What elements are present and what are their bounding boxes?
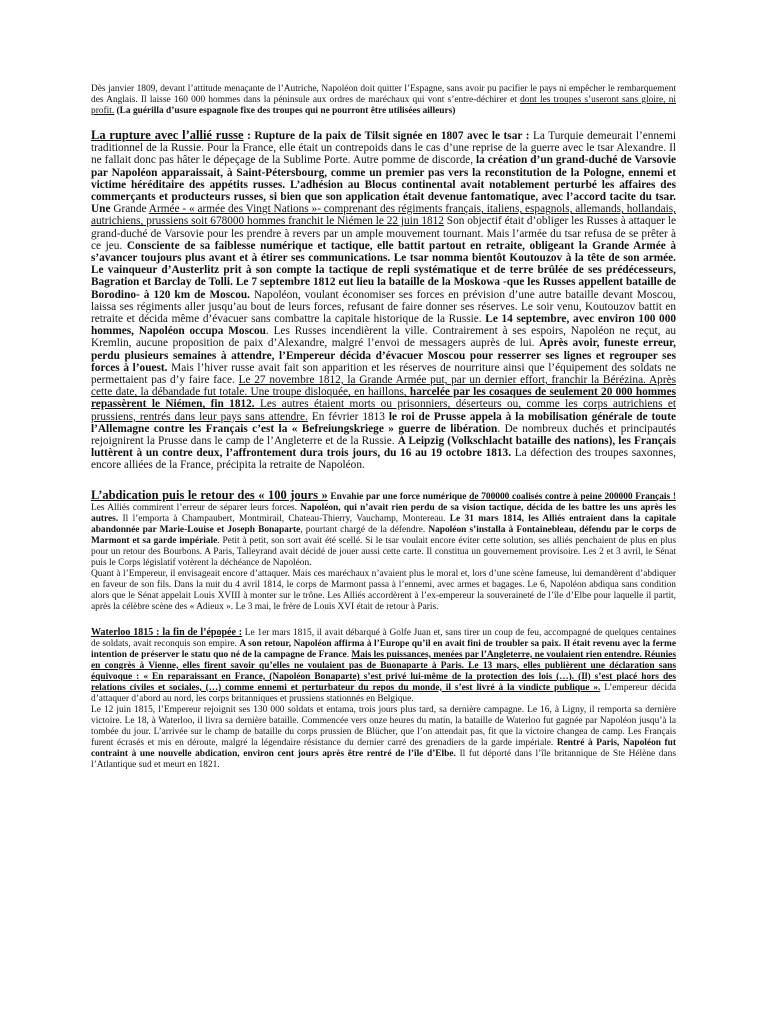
intro-bold-note: (La guérilla d’usure espagnole fixe des troupes qui ne pourront être utilisées ailleurs) xyxy=(116,106,456,116)
intro-text: Dès janvier 1809, devant l’attitude menaçante de l’Autriche, Napoléon doit quitter l’Espagne, sans avoir pu pacifier le pays ni empêcher le rembarquement des Anglais. Il laisse 160 000 hommes dans la péninsule aux ordres de maréchaux qui vont s’entre-déchirer et xyxy=(91,84,676,105)
russie-section: La rupture avec l’allié russe : Rupture de la paix de Tilsit signée en 1807 avec le tsar : La Turquie demeurait l’ennemi traditionnel de la Russie. Pour la France, elle était un contrepoids dans le cas d’une reprise de la guerre avec le tsar Alexandre. Il ne fallait donc pas hâter le dépeçage de la Sublime Porte. Autre pomme de discorde, la création d’un grand-duché de Varsovie par Napoléon apparaissait, à Saint-Pétersbourg, comme un premier pas vers la reconstitution de la Pologne, ennemi et victime héréditaire des appétits russes. L’adhésion au Blocus continental avait notablement perturbé les affaires des commerçants et producteurs russes, si bien que son application était devenue fantomatique, avec l’accord tacite du tsar. Une Grande Armée - « armée des Vingt Nations »- comprenant des régiments français, italiens, espagnols, allemands, hollandais, autrichiens, prussiens soit 678000 hommes franchit le Niémen le 22 juin 1812 Son objectif était d’obliger les Russes à attaquer le grand-duché de Varsovie pour les prendre à revers par un ample mouvement tournant. Mais l’armée du tsar refusa de se prêter à ce jeu. Consciente de sa faiblesse numérique et tactique, elle battit partout en retraite, obligeant la Grande Armée à s’avancer toujours plus avant et à étirer ses communications. Le tsar nomma bientôt Koutouzov à la tête de son armée. Le vainqueur d’Austerlitz prit à son compte la tactique de repli systématique et de terre brûlée de ses prédécesseurs, Bagration et Barclay de Tolli. Le 7 septembre 1812 eut lieu la bataille de la Moskowa -que les Russes appellent bataille de Borodino- à 120 km de Moscou. Napoléon, voulant économiser ses forces en prévision d’une autre bataille devant Moscou, laissa ses régiments aller jusqu’au bout de leurs forces, refusant de faire donner ses réserves. Le soir venu, Koutouzov battit en retraite et décida même d’évacuer sans combattre la capitale historique de la Russie. Le 14 septembre, avec environ 100 000 hommes, Napoléon occupa Moscou. Les Russes incendièrent la ville. Contrairement à ses espoirs, Napoléon ne reçut, au Kremlin, aucune proposition de paix d’Alexandre, malgré l’envoi de messagers auprès de lui. Après avoir, funeste erreur, perdu plusieurs semaines à attendre, l’Empereur décida d’évacuer Moscou pour resserrer ses lignes et regrouper ses forces à l’ouest. Mais l’hiver russe avait fait son apparition et les réserves de nourriture ainsi que l’équipement des soldats ne permettaient pas d’y faire face. Le 27 novembre 1812, la Grande Armée put, par un dernier effort, franchir la Bérézina. Après cette date, la débandade fut totale. Une troupe disloquée, en haillons, harcelée par les cosaques de seulement 20 000 hommes repassèrent le Niémen, fin 1812. Les autres étaient morts ou prisonniers, déserteurs ou, comme les corps autrichiens et prussiens, rentrés dans leur pays sans attendre. En février 1813 le roi de Prusse appela à la mobilisation générale de toute l’Allemagne contre les Français c’est la « Befreiungskriege » guerre de libération. De nombreux duchés et principautés rejoignirent la Prusse dans le camp de l’Angleterre et de la Russie. A Leipzig (Volkschlacht bataille des nations), les Français luttèrent à un contre deux, l’affrontement dura trois jours, du 16 au 19 octobre 1813. La défection des troupes saxonnes, encore alliées de la France, précipita la retraite de Napoléon. xyxy=(91,128,677,472)
section-title-abdication: L’abdication puis le retour des « 100 jours » xyxy=(91,487,328,502)
waterloo-paragraph-2: Le 12 juin 1815, l’Empereur rejoignit ses 130 000 soldats et entama, trois jours plus tard, sa dernière campagne. Le 16, à Ligny, il remporta sa dernière victoire. Le 18, à Waterloo, il livra sa dernière bataille. Commencée vers onze heures du matin, la bataille de Waterloo fut gagnée par Napoléon jusqu’à la tombée du jour. L’arrivée sur le champ de bataille du corps prussien de Blücher, que l’on attendait pas, fit que la victoire changea de camp. Les Français furent écrasés et mis en déroute, malgré la légendaire résistance du dernier carré des grenadiers de la garde impériale. Rentré à Paris, Napoléon fut contraint à une nouvelle abdication, environ cent jours après être rentré de l’île d’Elbe. Il fut déporté dans l’île britannique de Ste Hélène dans l’Atlantique sud et meurt en 1821. xyxy=(91,704,676,770)
waterloo-section: Waterloo 1815 : la fin de l’épopée : Le 1er mars 1815, il avait débarqué à Golfe Juan et, sans tirer un coup de feu, accompagné de quelques centaines de soldats, avait reconquis son empire. A son retour, Napoléon affirma à l’Europe qu’il en avait fini de troubler sa paix. Il était revenu avec la ferme intention de préserver le statu quo né de la campagne de France. Mais les puissances, menées par l’Angleterre, ne voulaient rien entendre. Réunies en congrès à Vienne, elles firent savoir qu’elles ne voulaient pas de Buonaparte à Paris. Le 13 mars, elles publièrent une déclaration sans équivoque : « En reparaissant en France, (Napoléon Bonaparte) s’est privé lui-même de la protection des lois (…). (Il) s’est placé hors des relations civiles et sociales, (…) comme ennemi et perturbateur du repos du monde, il s’est livré à la vindicte publique ». L’empereur décida d’attaquer d’abord au nord, les corps britanniques et prussiens stationnés en Belgique. xyxy=(91,626,677,704)
abdication-paragraph-2: Quant à l’Empereur, il envisageait encore d’attaquer. Mais ces maréchaux n’avaient plus le moral et, lors d’une scène fameuse, lui demandèrent d’abdiquer en faveur de son fils. Dans la nuit du 4 avril 1814, le corps de Marmont passa à l’ennemi, avec armes et bagages. Le 6, Napoléon abdiqua sans condition alors que le Sénat appelait Louis XVIII à monter sur le trône. Les Alliés accordèrent à l’ex-empereur la souveraineté de l’île d’Elbe pour laquelle il partit, après la célèbre scène des « Adieux ». Le 3 mai, le frère de Louis XVI était de retour à Paris. xyxy=(91,568,676,612)
russie-subtitle: : Rupture de la paix de Tilsit signée en 1807 avec le tsar : xyxy=(243,130,530,142)
intro-paragraph xyxy=(91,84,676,117)
abdication-section: L’abdication puis le retour des « 100 jours » Envahie par une force numérique de 700000 coalisés contre à peine 200000 Français ! Les Alliés commirent l’erreur de séparer leurs forces. Napoléon, qui n’avait rien perdu de sa vision tactique, décida de les battre les uns après les autres. Il l’emporta à Champaubert, Montmirail, Chateau-Thierry, Vauchamp, Montereau. Le 31 mars 1814, les Alliés entraient dans la capitale abandonnée par Marie-Louise et Joseph Bonaparte, pourtant chargé de la défendre. Napoléon s’installa à Fontainebleau, défendu par le corps de Marmont et sa garde impériale. Petit à petit, son sort avait été scellé. Si le tsar voulait encore éviter cette solution, ses alliés penchaient de plus en plus pour un retour des Bourbons. A Paris, Talleyrand avait décidé de jouer aussi cette carte. Il constitua un gouvernement provisoire. Les 2 et 3 avril, le Sénat puis le Corps législatif votèrent la déchéance de Napoléon. xyxy=(91,487,676,568)
section-title-russie: La rupture avec l’allié russe xyxy=(91,128,244,142)
section-title-waterloo: Waterloo 1815 : la fin de l’épopée : xyxy=(91,626,243,638)
intro-underlined-text: dont les troupes s’useront sans gloire, ni profit. xyxy=(91,95,677,116)
document-page xyxy=(91,84,676,771)
